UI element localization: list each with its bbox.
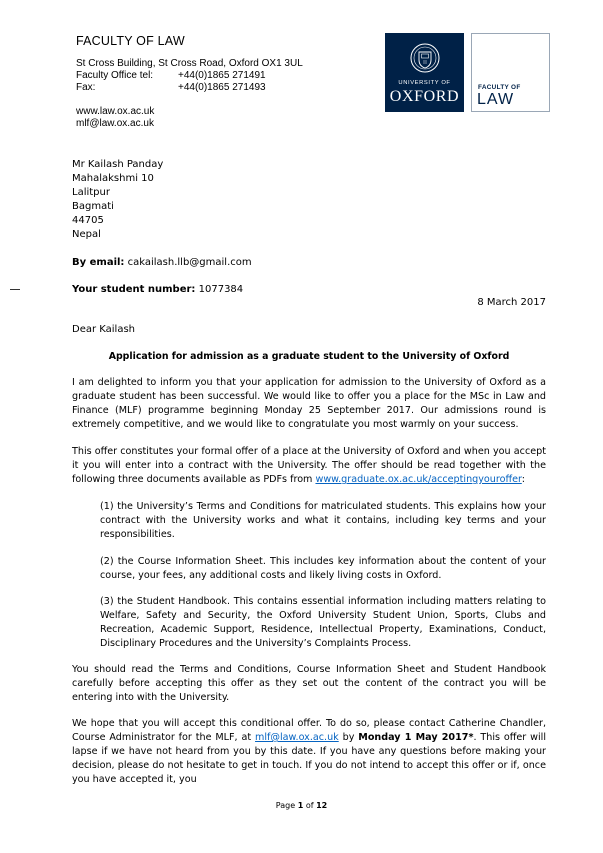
deadline-date: Monday 1 May 2017* [358,732,474,743]
paragraph-accept-by: by [338,732,359,743]
paragraph-offer: I am delighted to inform you that your application for admission to the University of Oxford as a graduate student has been successful. We would like to offer you a place for the MSc in Law and Finance (MLF) programme beginning Monday 25 September 2017. Our admissions round is extremely competitive, and we would like to congratulate you most warmly on your success. [72,377,546,430]
letter-date: 8 March 2017 [477,297,546,308]
paragraph-contract [72,445,546,487]
faculty-title: FACULTY OF LAW [76,34,185,48]
recipient-line: Mahalakshmi 10 [72,173,154,184]
paragraph-read-terms: You should read the Terms and Conditions, Course Information Sheet and Student Handbook carefully before accepting this offer as they set out the content of the contract you will be entering into with the University. [72,664,546,703]
by-email-line [72,256,252,269]
list-item-terms: (1) the University’s Terms and Conditions for matriculated students. This explains how your contract with the University works and what it contains, including key terms and your responsibilities. [100,501,546,540]
accepting-offer-link[interactable]: www.graduate.ox.ac.uk/acceptingyouroffer [315,474,522,485]
office-tel-label: Faculty Office tel: [76,70,154,81]
student-number: 1077384 [198,284,244,295]
list-item-handbook: (3) the Student Handbook. This contains essential information including matters relating to Welfare, Safety and Security, the Oxford University Student Union, Sports, Clubs and Recreation, Academic Support, Residence, Intellectual Property, Examinations, Conduct, Disciplinary Procedures and the University’s Complaints Process. [100,596,546,649]
paragraph-contract-colon: : [521,474,525,485]
page-total: 12 [316,801,328,810]
by-email-label: By email: [72,257,125,268]
paragraph-contract-text: This offer constitutes your formal offer of a place at the University of Oxford and when you accept it you will enter into a contract with the University. The offer should be read together with the following three documents available as PDFs from [72,446,546,485]
faculty-website: www.law.ox.ac.uk [76,106,155,117]
paragraph-accept-rest: . This offer will lapse if we have not heard from you by this date. If you have any questions before making your decision, please do not hesitate to get in touch. If you do not intend to accept this offer or if, once you have accepted it, you [72,732,546,785]
mlf-email-link[interactable]: mlf@law.ox.ac.uk [255,732,339,743]
oxford-logo-wordmark: OXFORD [389,88,460,105]
student-number-label: Your student number: [72,284,196,295]
faculty-logo-top-text: FACULTY OF [478,84,521,91]
page-number: 1 [297,801,304,810]
recipient-line: Lalitpur [72,187,110,198]
oxford-crest-icon [410,40,440,76]
letter-subject: Application for admission as a graduate student to the University of Oxford [108,351,510,362]
fax-number: +44(0)1865 271493 [178,82,266,93]
recipient-line: Mr Kailash Panday [72,159,164,170]
recipient-line: Nepal [72,229,101,240]
office-tel: +44(0)1865 271491 [178,70,266,81]
recipient-line: 44705 [72,215,104,226]
oxford-logo-university-text: UNIVERSITY OF [398,80,451,86]
recipient-line: Bagmati [72,201,114,212]
fax-label: Fax: [76,82,96,93]
recipient-email: cakailash.llb@gmail.com [127,257,252,268]
faculty-address: St Cross Building, St Cross Road, Oxford OX1 3UL [76,58,303,69]
paragraph-accept-text: We hope that you will accept this conditional offer. To do so, please contact Catherine Chandler, Course Administrator for the MLF, at [72,718,546,743]
of-word: of [305,801,314,810]
salutation: Dear Kailash [72,324,136,335]
page-footer [0,801,603,810]
list-item-course-info: (2) the Course Information Sheet. This includes key information about the content of your course, your fees, any additional costs and likely living costs in Oxford. [100,556,546,581]
page-word: Page [275,801,296,810]
paragraph-accept [72,717,546,787]
faculty-email: mlf@law.ox.ac.uk [76,118,154,129]
margin-mark [10,289,20,290]
faculty-logo-law-text: LAW [477,91,515,108]
student-number-line [72,283,243,296]
